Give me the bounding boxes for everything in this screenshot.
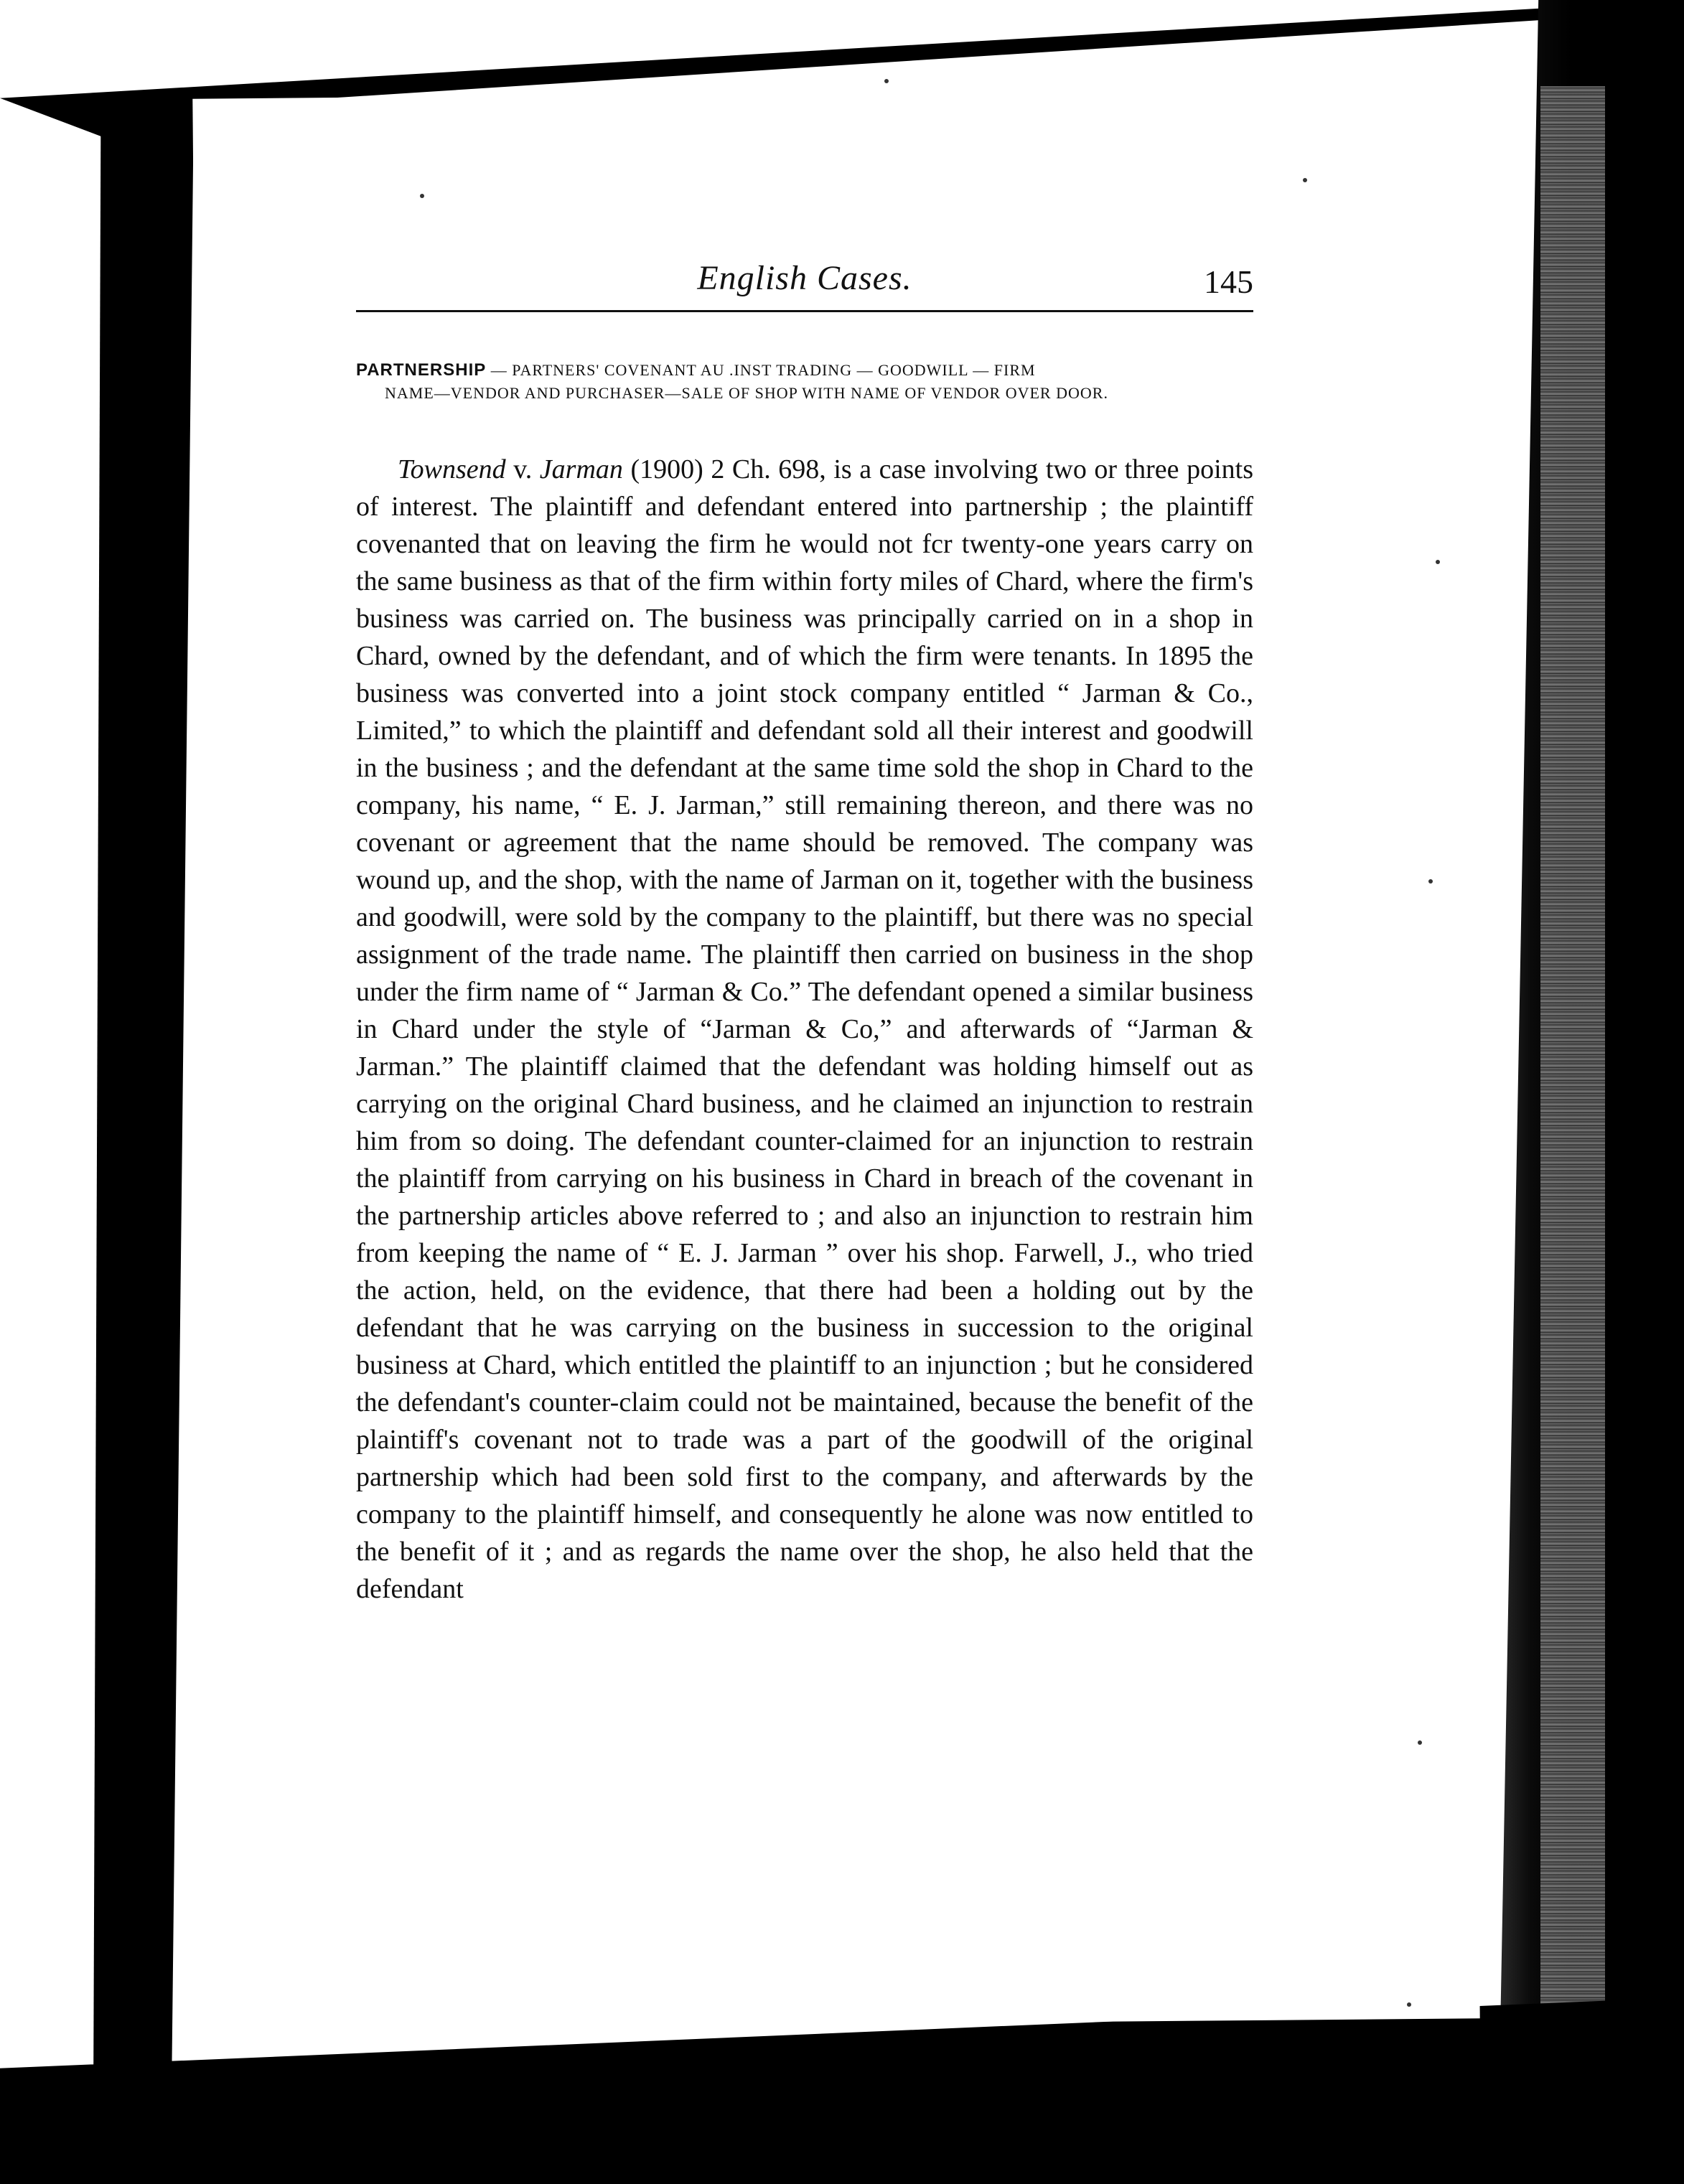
scan-speck	[1428, 879, 1433, 884]
scan-speck	[884, 79, 889, 83]
running-title: English Cases.	[697, 259, 912, 297]
heading-lead: PARTNERSHIP	[356, 360, 487, 380]
body-paragraph	[356, 451, 1253, 1608]
scan-speck	[1303, 178, 1307, 182]
page-number: 145	[1204, 263, 1253, 300]
case-plaintiff: Townsend	[398, 454, 506, 484]
heading-rest-first: — PARTNERS' COVENANT AU .INST TRADING — GOODWILL — FIRM	[486, 361, 1036, 379]
body-text: (1900) 2 Ch. 698, is a case involving two or three points of interest. The plaintiff and defendant entered into partnership ; the plaintiff covenanted that on leaving the firm he would not fcr twenty-one years carry on the same business as that of the firm within forty miles of Chard, where the firm's business was carried on. The business was principally carried on in a shop in Chard, owned by the defendant, and of which the firm were tenants. In 1895 the business was converted into a joint stock company entitled “ Jarman & Co., Limited,” to which the plaintiff and defendant sold all their interest and goodwill in the business ; and the defendant at the same time sold the shop in Chard to the company, his name, “ E. J. Jarman,” still remaining thereon, and there was no covenant or agreement that the name should be removed. The company was wound up, and the shop, with the name of Jarman on it, together with the business and goodwill, were sold by the company to the plaintiff, but there was no special assignment of the trade name. The plaintiff then carried on business in the shop under the firm name of “ Jarman & Co.” The defendant opened a similar business in Chard under the style of “Jarman & Co,” and afterwards of “Jarman & Jarman.” The plaintiff claimed that the defendant was holding himself out as carrying on the original Chard business, and he claimed an injunction to restrain him from so doing. The defendant counter-claimed for an injunction to restrain the plaintiff from carrying on his business in Chard in breach of the covenant in the partnership articles above referred to ; and also an injunction to restrain him from keeping the name of “ E. J. Jarman ” over his shop. Farwell, J., who tried the action, held, on the evidence, that there had been a holding out by the defendant that he was carrying on the business in succession to the original business at Chard, which entitled the plaintiff to an injunction ; but he considered the defendant's counter-claim could not be maintained, because the benefit of the plaintiff's covenant not to trade was a part of the goodwill of the original partnership which had been sold first to the company, and afterwards by the company to the plaintiff himself, and consequently he alone was now entitled to the benefit of it ; and as regards the name over the shop, he also held that the defendant	[356, 454, 1253, 1604]
scan-speck	[420, 194, 424, 198]
section-heading	[356, 359, 1253, 405]
heading-rest-second: NAME—VENDOR AND PURCHASER—SALE OF SHOP WITH NAME OF VENDOR OVER DOOR.	[385, 384, 1108, 402]
scan-speck	[1436, 560, 1440, 564]
scan-speck	[1407, 2002, 1411, 2007]
scan-speck	[1418, 1740, 1422, 1745]
heading-first-line	[356, 361, 1036, 379]
case-defendant: Jarman	[539, 454, 623, 484]
case-v: v.	[505, 454, 540, 484]
running-head	[356, 258, 1253, 312]
